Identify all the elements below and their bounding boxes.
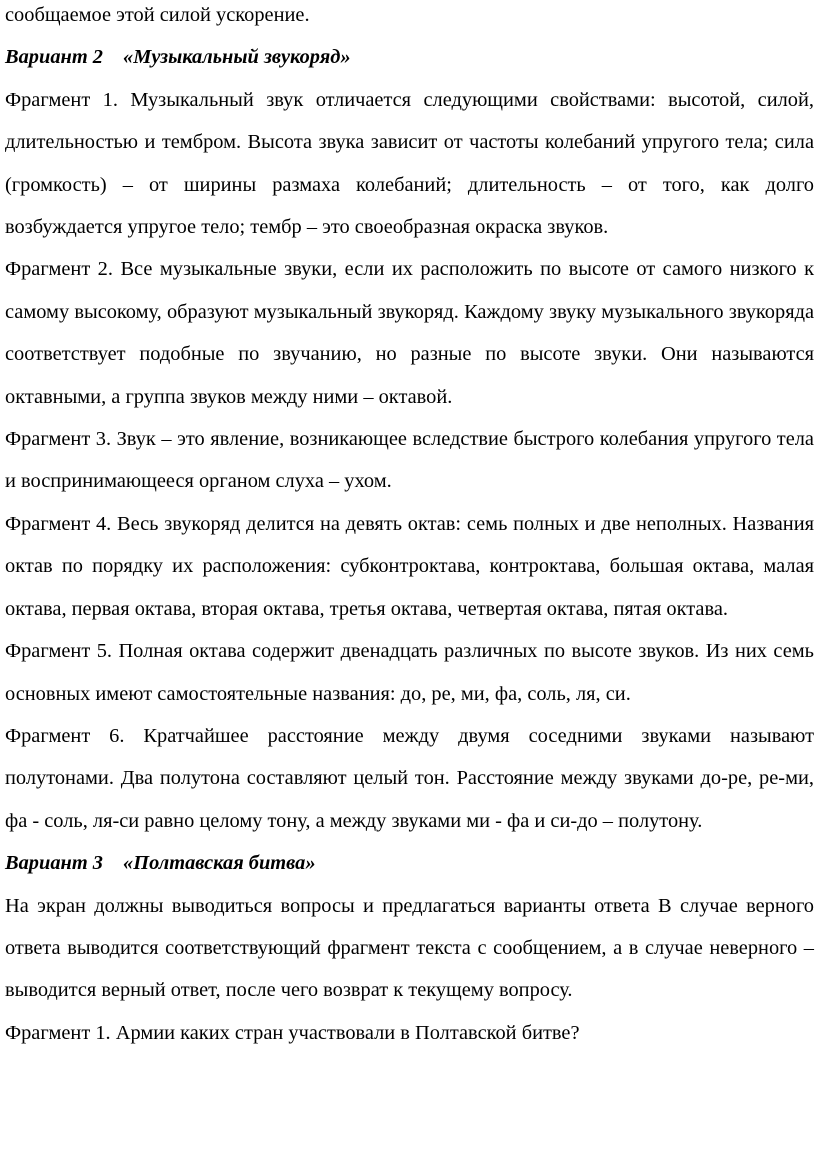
variant-3-description: На экран должны выводиться вопросы и предлагаться варианты ответа В случае верного ответа выводится соответствующий фрагмент текста с сообщением, а в случае неверного – выводится верный ответ, после чего возврат к текущему вопросу. xyxy=(5,894,814,1002)
variant-3-title: «Полтавская битва» xyxy=(123,852,316,875)
variant-2-fragment-6: Фрагмент 6. Кратчайшее расстояние между двумя соседними звуками называют полутонами. Два полутона составляют целый тон. Расстояние между звуками до-ре, ре-ми, фа - соль, ля-си равно целому тону, а между звуками ми - фа и си-до – полутону. xyxy=(5,724,814,832)
variant-3-fragment-1: Фрагмент 1. Армии каких стран участвовали в Полтавской битве? xyxy=(5,1021,580,1044)
variant-3-label: Вариант 3 xyxy=(5,852,104,875)
variant-2-label: Вариант 2 xyxy=(5,46,104,69)
variant-2-fragment-4: Фрагмент 4. Весь звукоряд делится на девять октав: семь полных и две неполных. Названия октав по порядку их расположения: субконтроктава, контроктава, большая октава, малая октава, первая октава, вторая октава, третья октава, четвертая октава, пятая октава. xyxy=(5,512,814,620)
variant-3-heading xyxy=(5,842,814,884)
variant-2-heading xyxy=(5,36,814,78)
intro-line: сообщаемое этой силой ускорение. xyxy=(5,4,310,26)
document-page xyxy=(5,0,814,1054)
variant-2-fragment-3: Фрагмент 3. Звук – это явление, возникающее вследствие быстрого колебания упругого тела и воспринимающееся органом слуха – ухом. xyxy=(5,428,814,493)
variant-2-title: «Музыкальный звукоряд» xyxy=(123,46,351,69)
variant-2-fragment-5: Фрагмент 5. Полная октава содержит двенадцать различных по высоте звуков. Из них семь основных имеют самостоятельные названия: до, ре, ми, фа, соль, ля, си. xyxy=(5,640,814,705)
variant-2-fragment-2: Фрагмент 2. Все музыкальные звуки, если их расположить по высоте от самого низкого к самому высокому, образуют музыкальный звукоряд. Каждому звуку музыкального звукоряда соответствует подобные по звучанию, но разные по высоте звуки. Они называются октавными, а группа звуков между ними – октавой. xyxy=(5,258,814,408)
variant-2-fragment-1: Фрагмент 1. Музыкальный звук отличается следующими свойствами: высотой, силой, длительностью и тембром. Высота звука зависит от частоты колебаний упругого тела; сила (громкость) – от ширины размаха колебаний; длительность – от того, как долго возбуждается упругое тело; тембр – это своеобразная окраска звуков. xyxy=(5,88,814,239)
